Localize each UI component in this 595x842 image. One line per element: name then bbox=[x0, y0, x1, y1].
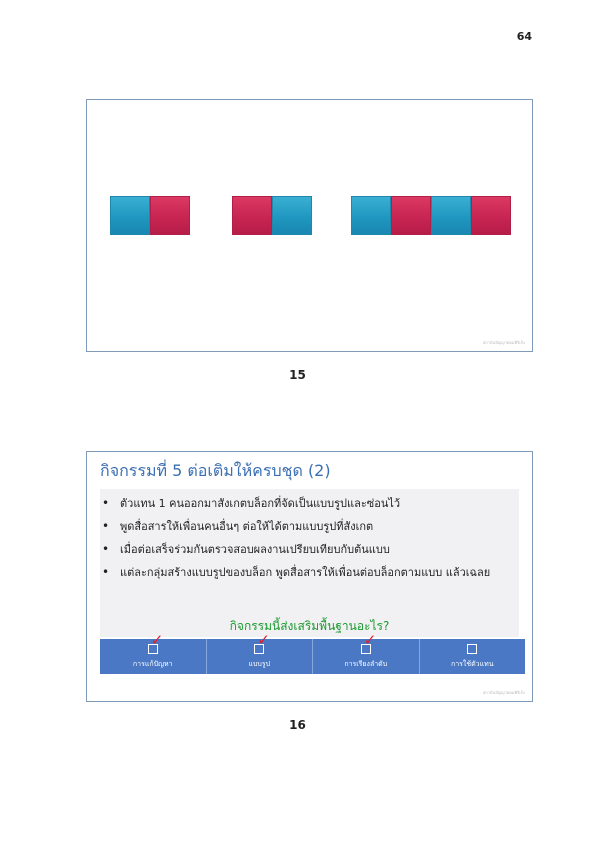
blue-block bbox=[351, 196, 391, 235]
skill-label: การเรียงลำดับ bbox=[344, 660, 388, 668]
instruction-item: • แต่ละกลุ่มสร้างแบบรูปของบล็อก พูดสื่อสารให้เพื่อนต่อบล็อกตามแบบ แล้วเฉลย bbox=[100, 561, 519, 584]
slide-16 bbox=[86, 451, 533, 702]
red-block bbox=[150, 196, 190, 235]
slide-watermark: สถาบันปัญญาพอมพิริเก้ง bbox=[482, 690, 525, 695]
skill-patterns bbox=[207, 631, 314, 674]
instruction-box bbox=[100, 489, 519, 637]
question-text: กิจกรรมนี้ส่งเสริมพื้นฐานอะไร? bbox=[229, 619, 390, 633]
red-block bbox=[232, 196, 272, 235]
block-group-1 bbox=[110, 196, 190, 235]
skill-representation bbox=[420, 639, 526, 674]
skill-ordering bbox=[313, 631, 420, 674]
page-number: 64 bbox=[516, 30, 532, 43]
skill-label: การแก้ปัญหา bbox=[132, 660, 173, 668]
instruction-item: • เมื่อต่อเสร็จร่วมกันตรวจสอบผลงานเปรียบเทียบกับต้นแบบ bbox=[100, 538, 519, 561]
blue-block bbox=[431, 196, 471, 235]
block-group-3 bbox=[351, 196, 511, 235]
slide-number: 16 bbox=[289, 718, 306, 732]
checkmark-icon: ✓ bbox=[363, 631, 377, 649]
red-block bbox=[471, 196, 511, 235]
slide-15 bbox=[86, 99, 533, 352]
checkmark-icon: ✓ bbox=[150, 631, 164, 649]
instruction-item: • พูดสื่อสารให้เพื่อนคนอื่นๆ ต่อให้ได้ตามแบบรูปที่สังเกต bbox=[100, 515, 519, 538]
instruction-list bbox=[100, 489, 519, 584]
skill-label: แบบรูป bbox=[248, 660, 271, 668]
skill-label: การใช้ตัวแทน bbox=[451, 660, 494, 668]
checkbox-icon bbox=[467, 644, 477, 654]
slide-title: กิจกรรมที่ 5 ต่อเติมให้ครบชุด (2) bbox=[100, 461, 331, 480]
blue-block bbox=[272, 196, 312, 235]
block-group-2 bbox=[232, 196, 312, 235]
slide-watermark: สถาบันปัญญาพอมพิริเก้ง bbox=[482, 340, 525, 345]
slide-number: 15 bbox=[289, 368, 306, 382]
skill-bar bbox=[100, 631, 525, 674]
instruction-item: • ตัวแทน 1 คนออกมาสังเกตบล็อกที่จัดเป็นแบบรูปและซ่อนไว้ bbox=[100, 492, 519, 515]
skill-problem-solving bbox=[100, 631, 207, 674]
blue-block bbox=[110, 196, 150, 235]
red-block bbox=[391, 196, 431, 235]
checkmark-icon: ✓ bbox=[257, 631, 270, 649]
